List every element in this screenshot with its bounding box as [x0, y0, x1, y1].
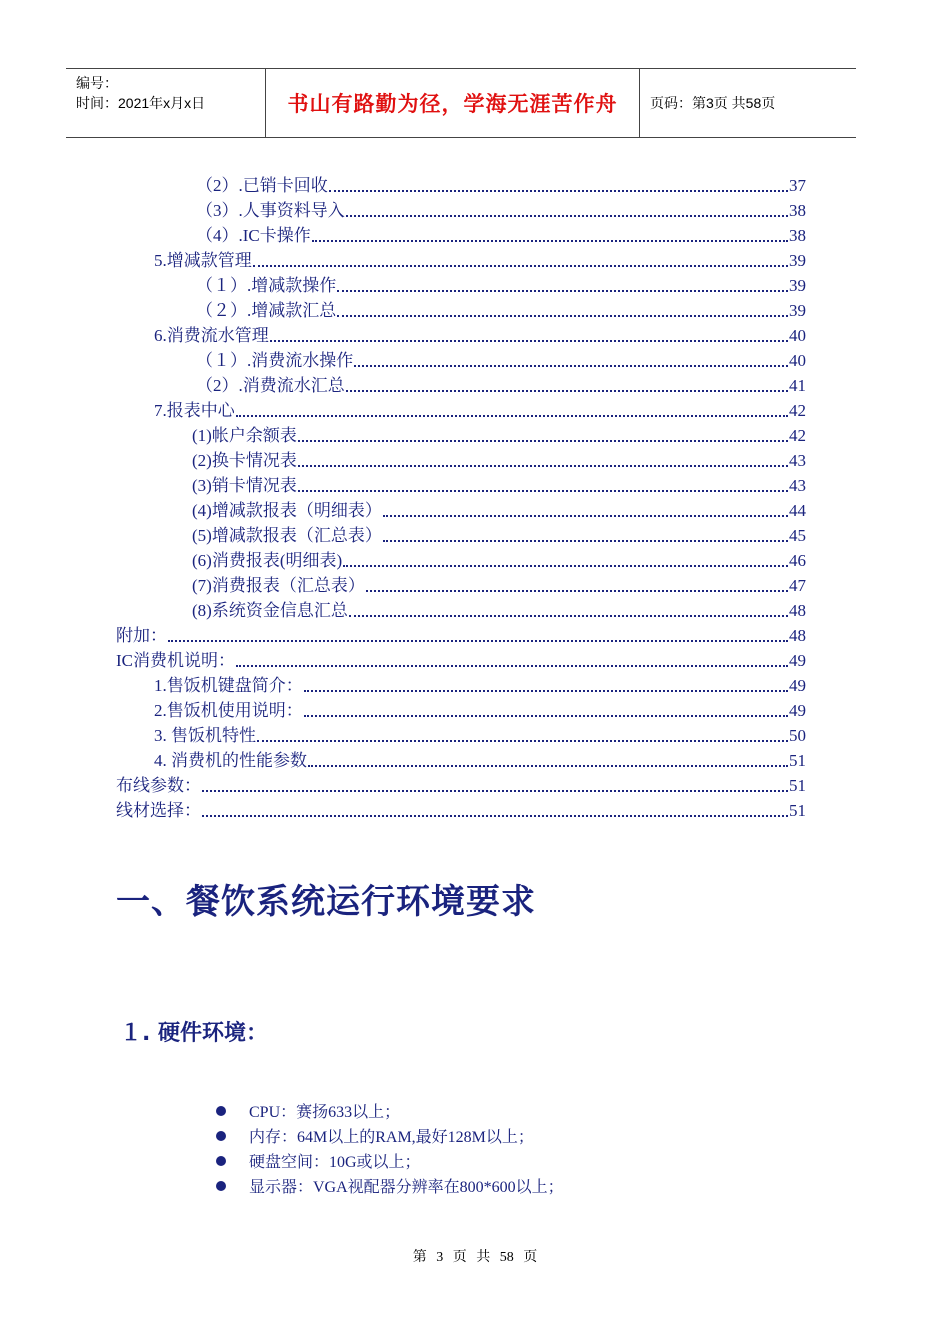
toc-entry-page: 46 — [789, 551, 806, 570]
list-item — [216, 1148, 564, 1173]
toc-entry[interactable] — [192, 422, 806, 447]
toc-leader — [270, 340, 788, 342]
toc-leader — [304, 715, 788, 717]
toc-entry[interactable] — [154, 397, 806, 422]
toc-entry[interactable] — [154, 247, 806, 272]
toc-entry[interactable] — [196, 222, 806, 247]
toc-leader — [346, 215, 788, 217]
toc-entry-title: （2）.消费流水汇总 — [196, 376, 345, 395]
list-item — [216, 1098, 564, 1123]
toc-leader — [236, 415, 788, 417]
list-item-text: 显示器：VGA视配器分辨率在800*600以上； — [249, 1179, 564, 1196]
toc-entry[interactable] — [192, 447, 806, 472]
toc-entry-title: (5)增减款报表（汇总表） — [192, 526, 382, 545]
toc-entry-title: 布线参数： — [116, 776, 201, 795]
toc-entry[interactable] — [154, 322, 806, 347]
toc-entry-page: 48 — [789, 601, 806, 620]
toc-entry[interactable] — [116, 647, 806, 672]
page-footer: 第 3 页 共 58 页 — [412, 1250, 538, 1265]
toc-entry-page: 50 — [789, 726, 806, 745]
page-header — [66, 68, 856, 138]
bullet-icon — [216, 1106, 226, 1116]
toc-entry-title: （２）.增减款汇总 — [196, 301, 337, 320]
toc-entry[interactable] — [196, 197, 806, 222]
toc-leader — [337, 315, 788, 317]
toc-entry[interactable] — [192, 547, 806, 572]
toc-entry-page: 48 — [789, 626, 806, 645]
toc-entry[interactable] — [154, 747, 806, 772]
toc-entry-page: 47 — [789, 576, 806, 595]
header-meta — [66, 69, 266, 137]
toc-entry-page: 49 — [789, 701, 806, 720]
toc-leader — [346, 390, 788, 392]
toc-entry[interactable] — [192, 572, 806, 597]
toc-leader — [298, 490, 788, 492]
toc-leader — [349, 615, 788, 617]
toc-entry[interactable] — [154, 672, 806, 697]
toc-leader — [366, 590, 788, 592]
header-page-info: 页码：第3页 共58页 — [650, 95, 776, 111]
toc-entry-title: (8)系统资金信息汇总 — [192, 601, 348, 620]
toc-entry[interactable] — [196, 297, 806, 322]
toc-leader — [337, 290, 788, 292]
toc-entry-page: 40 — [789, 351, 806, 370]
toc-entry[interactable] — [116, 772, 806, 797]
subsection-heading: １. 硬件环境： — [120, 1021, 269, 1046]
toc-entry-title: （4）.IC卡操作 — [196, 226, 311, 245]
toc-leader — [383, 515, 788, 517]
toc-entry-page: 51 — [789, 751, 806, 770]
toc-entry[interactable] — [154, 722, 806, 747]
toc-leader — [298, 465, 788, 467]
list-item — [216, 1173, 564, 1198]
toc-entry[interactable] — [196, 347, 806, 372]
toc-entry-title: （3）.人事资料导入 — [196, 201, 345, 220]
toc-leader — [354, 365, 788, 367]
toc-entry-title: 线材选择： — [116, 801, 201, 820]
toc-leader — [202, 815, 788, 817]
toc-entry-page: 39 — [789, 276, 806, 295]
toc-entry[interactable] — [196, 172, 806, 197]
bullet-icon — [216, 1156, 226, 1166]
requirements-list — [216, 1098, 564, 1198]
list-item-text: 硬盘空间：10G或以上； — [249, 1154, 421, 1171]
toc-entry-title: 附加： — [116, 626, 167, 645]
toc-entry-title: （2）.已销卡回收 — [196, 176, 328, 195]
list-item — [216, 1123, 564, 1148]
toc-leader — [168, 640, 788, 642]
toc-entry-page: 41 — [789, 376, 806, 395]
toc-entry[interactable] — [196, 372, 806, 397]
toc-entry-page: 44 — [789, 501, 806, 520]
toc-entry[interactable] — [192, 522, 806, 547]
toc-entry-title: 1.售饭机键盘简介： — [154, 676, 303, 695]
toc-entry[interactable] — [154, 697, 806, 722]
toc-entry-page: 40 — [789, 326, 806, 345]
bullet-icon — [216, 1181, 226, 1191]
toc-entry-title: 6.消费流水管理 — [154, 326, 269, 345]
toc-entry-title: (3)销卡情况表 — [192, 476, 297, 495]
toc-entry-page: 39 — [789, 301, 806, 320]
toc-entry-title: (6)消费报表(明细表) — [192, 551, 343, 570]
toc-leader — [304, 690, 788, 692]
toc-entry-page: 49 — [789, 676, 806, 695]
toc-entry-page: 38 — [789, 226, 806, 245]
number-label: 编号： — [76, 75, 118, 91]
toc-entry-page: 42 — [789, 426, 806, 445]
list-item-text: CPU：赛扬633以上； — [249, 1104, 401, 1121]
toc-entry-title: IC消费机说明： — [116, 651, 235, 670]
toc-entry-title: （１）.消费流水操作 — [196, 351, 354, 370]
toc-entry-title: 4. 消费机的性能参数 — [154, 751, 307, 770]
toc-entry-page: 42 — [789, 401, 806, 420]
toc-entry-title: (7)消费报表（汇总表） — [192, 576, 365, 595]
toc-entry[interactable] — [192, 497, 806, 522]
toc-leader — [236, 665, 788, 667]
toc-entry[interactable] — [196, 272, 806, 297]
toc-entry-title: (2)换卡情况表 — [192, 451, 297, 470]
toc-leader — [308, 765, 788, 767]
toc-entry-page: 37 — [789, 176, 806, 195]
toc-entry-page: 43 — [789, 451, 806, 470]
toc-entry-title: 2.售饭机使用说明： — [154, 701, 303, 720]
toc-entry-page: 38 — [789, 201, 806, 220]
toc-entry[interactable] — [116, 797, 806, 822]
toc-leader — [343, 565, 788, 567]
toc-leader — [202, 790, 788, 792]
toc-entry-title: 3. 售饭机特性 — [154, 726, 256, 745]
section-heading: 一、餐饮系统运行环境要求 — [116, 882, 536, 922]
toc-entry-page: 51 — [789, 801, 806, 820]
toc-entry-page: 43 — [789, 476, 806, 495]
toc-entry-page: 45 — [789, 526, 806, 545]
list-item-text: 内存：64M以上的RAM,最好128M以上； — [249, 1129, 534, 1146]
toc-leader — [298, 440, 788, 442]
toc-entry-title: 5.增减款管理 — [154, 251, 252, 270]
toc-leader — [253, 265, 788, 267]
toc-entry-page: 51 — [789, 776, 806, 795]
header-motto: 书山有路勤为径，学海无涯苦作舟 — [266, 69, 640, 137]
bullet-icon — [216, 1131, 226, 1141]
toc-leader — [329, 190, 788, 192]
toc-entry-title: 7.报表中心 — [154, 401, 235, 420]
toc-entry-page: 49 — [789, 651, 806, 670]
toc-entry-title: （１）.增减款操作 — [196, 276, 337, 295]
toc-entry-title: (4)增减款报表（明细表） — [192, 501, 382, 520]
time-label: 时间：2021年x月x日 — [76, 95, 206, 111]
toc-entry[interactable] — [116, 622, 806, 647]
toc-leader — [312, 240, 788, 242]
toc-entry-page: 39 — [789, 251, 806, 270]
toc-entry[interactable] — [192, 472, 806, 497]
toc-entry[interactable] — [192, 597, 806, 622]
toc-entry-title: (1)帐户余额表 — [192, 426, 297, 445]
toc-leader — [383, 540, 788, 542]
toc-leader — [257, 740, 788, 742]
